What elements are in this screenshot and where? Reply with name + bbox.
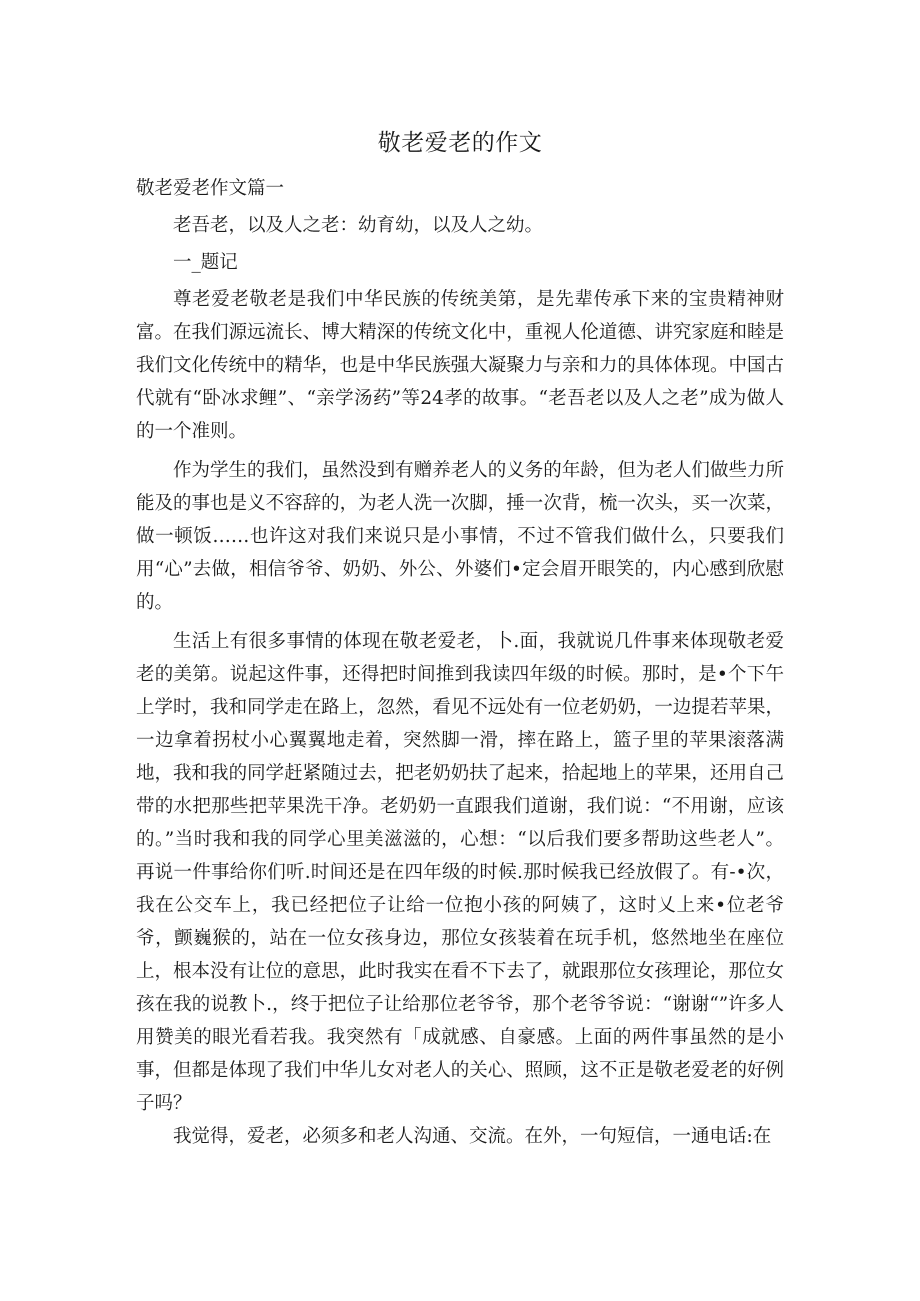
- epigraph-quote: 老吾老，以及人之老：幼育幼，以及人之幼。: [173, 215, 544, 236]
- paragraph-stories: 生活上有很多事情的体现在敬老爱老，卜.面，我就说几件事来体现敬老爱老的美第。说起这件事，还得把时间推到我读四年级的时候。那时，是•个下午上学时，我和同学走在路上，忽然，看见不远处有一位老奶奶，一边提若苹果，一边拿着拐杖小心翼翼地走着，突然脚一滑，摔在路上，篮子里的苹果滚落满地，我和我的同学赶紧随过去，把老奶奶扶了起来，拾起地上的苹果，还用自己带的水把那些把苹果洗干净。老奶奶一直跟我们道谢，我们说：“不用谢，应该的。”当时我和我的同学心里美滋滋的，心想：“以后我们要多帮助这些老人”。再说一件事给你们听.时间还是在四年级的时候.那时候我已经放假了。有-•次，我在公交车上，我已经把位子让给一位抱小孩的阿姨了，这时乂上来•位老爷爷，颤巍猴的，站在一位女孩身边，那位女孩装着在玩手机，悠然地坐在座位上，根本没有让位的意思，此时我实在看不下去了，就跟那位女孩理论，那位女孩在我的说教卜.，终于把位子让给那位老爷爷，那个老爷爷说：“谢谢“”许多人用赞美的眼光看若我。我突然有「成就感、自豪感。上面的两件事虽然的是小事，但都是体现了我们中华儿女对老人的关心、照顾，这不正是敬老爱老的好例子吗？: [136, 631, 784, 1114]
- document-body: [136, 172, 784, 1153]
- paragraph-communication: 我觉得，爱老，必须多和老人沟通、交流。在外，一句短信，一通电话:在: [173, 1126, 772, 1147]
- paragraph-students: 作为学生的我们，虽然没到有赠养老人的义务的年龄，但为老人们做些力所能及的事也是义不容辞的，为老人洗一次脚，捶一次背，梳一次头，买一次菜，做一顿饭……也许这对我们来说只是小事情，不过不管我们做什么，只要我们用“心”去做，相信爷爷、奶奶、外公、外婆们•定会眉开眼笑的，内心感到欣慰的。: [136, 460, 784, 613]
- epigraph-attribution: 一_题记: [173, 252, 238, 273]
- paragraph-tradition: 尊老爱老敬老是我们中华民族的传统美第，是先辈传承下来的宝贵精神财富。在我们源远流长、博大精深的传统文化中，重视人伦道德、讲究家庭和睦是我们文化传统中的精华，也是中华民族强大凝聚力与亲和力的具体体现。中国古代就有“卧冰求鲤”、“亲学汤药”等24孝的故事。“老吾老以及人之老”成为做人的一个准则。: [136, 289, 784, 442]
- section-heading: 敬老爱老作文篇一: [136, 178, 285, 199]
- document-title: 敬老爱老的作文: [377, 130, 543, 156]
